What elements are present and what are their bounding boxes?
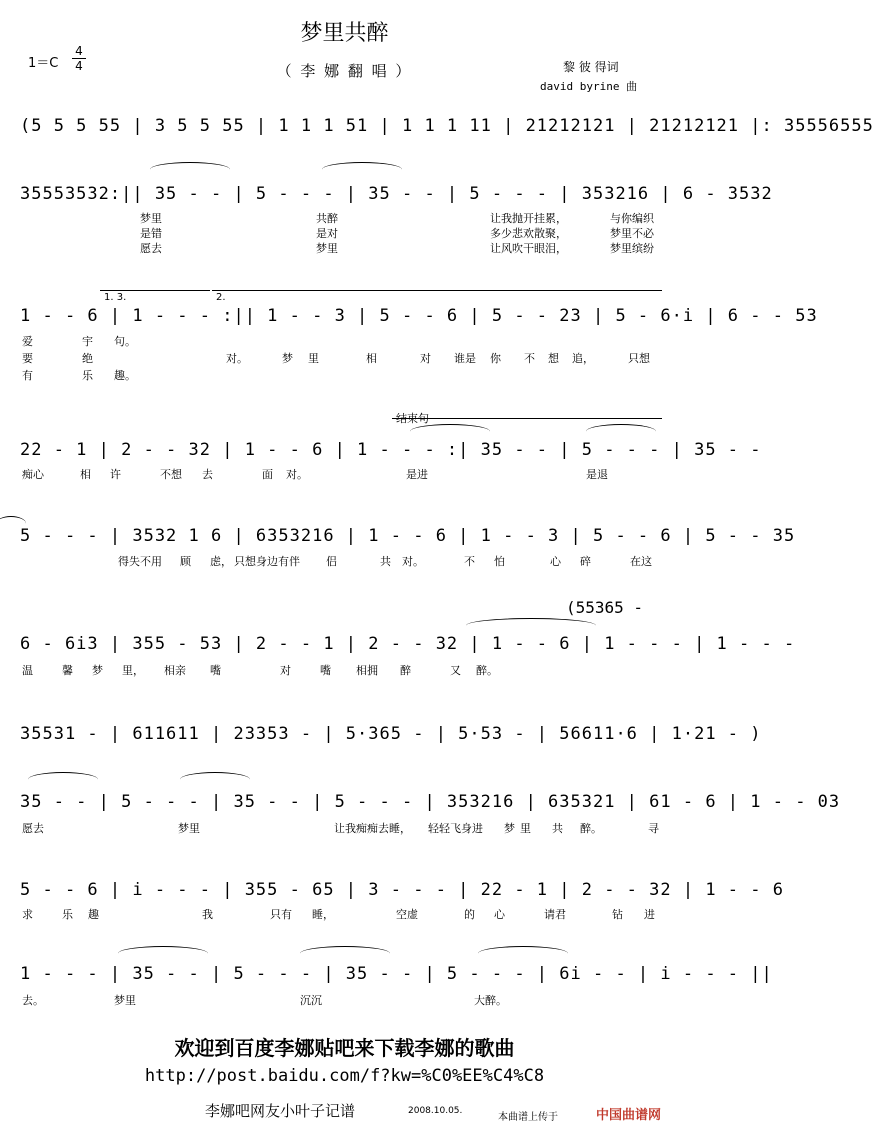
slur (0, 516, 26, 531)
lyric: 醉。 (476, 664, 498, 677)
lyric: 去 (202, 468, 213, 481)
lyric: 只想 (628, 352, 650, 365)
lyric: 相拥 (356, 664, 378, 677)
lyric: 请君 (544, 908, 566, 921)
lyric: 痴心 (22, 468, 44, 481)
welcome-banner: 欢迎到百度李娜贴吧来下载李娜的歌曲 (174, 1036, 515, 1060)
tieba-link[interactable]: http://post.baidu.com/f?kw=%C0%EE%C4%C8 (144, 1066, 545, 1086)
lyric: 馨 (62, 664, 73, 677)
lyric: 求 (22, 908, 33, 921)
lyric: 得失不用 (118, 555, 162, 568)
lyric: 心 (550, 555, 561, 568)
lyric: 梦里 (114, 994, 136, 1007)
lyric: 爱 (22, 335, 33, 348)
lyric: 谁是 (454, 352, 476, 365)
slur (150, 162, 230, 177)
lyric: 梦里 (316, 242, 338, 255)
lyric: 趣 (88, 908, 99, 921)
lyric: 梦里 (178, 822, 200, 835)
lyric: 多少悲欢散聚， (490, 227, 567, 240)
lyric: 想 (548, 352, 559, 365)
slur (466, 618, 596, 633)
lyric: 不 (464, 555, 475, 568)
lyric: 与你编织 (610, 212, 654, 225)
volta-1: 1. 3. (104, 292, 127, 303)
lyric: 梦 (92, 664, 103, 677)
notator-credit: 李娜吧网友小叶子记谱 (205, 1102, 356, 1120)
lyric: 碎 (580, 555, 591, 568)
lyric: 让我痴痴去睡， (334, 822, 411, 835)
lyric: 共 (380, 555, 391, 568)
volta-bracket-2 (212, 290, 662, 291)
lyric: 让我抛开挂累， (490, 212, 567, 225)
lyric: 只有 (270, 908, 292, 921)
lyric: 乐 (62, 908, 73, 921)
lyric: 沉沉 (300, 994, 322, 1007)
score-row-10: 1 - - - | 35 - - | 5 - - - | 35 - - | 5 - - - | 6i - - | i - - - || (20, 964, 773, 984)
lyric: 是退 (586, 468, 608, 481)
lyric: 对 (280, 664, 291, 677)
lyric: 不想 (160, 468, 182, 481)
meter-top: 4 (75, 44, 83, 58)
slur (118, 946, 208, 961)
slur (322, 162, 402, 177)
lyric: 虑， (210, 555, 232, 568)
score-row-9: 5 - - 6 | i - - - | 355 - 65 | 3 - - - | 22 - 1 | 2 - - 32 | 1 - - 6 (20, 880, 784, 900)
lyric: 温 (22, 664, 33, 677)
lyric: 对。 (226, 352, 248, 365)
lyric: 趣。 (114, 369, 136, 382)
meter-bottom: 4 (72, 58, 86, 73)
lyric: 相亲 (164, 664, 186, 677)
score-row-5: 5 - - - | 3532 1 6 | 6353216 | 1 - - 6 | 1 - - 3 | 5 - - 6 | 5 - - 35 (20, 526, 796, 546)
lyric: 钻 (612, 908, 623, 921)
time-signature (72, 44, 86, 73)
slur (300, 946, 390, 961)
lyric: 句。 (114, 335, 136, 348)
lyric: 在这 (630, 555, 652, 568)
lyric: 里， (122, 664, 144, 677)
lyric: 睡， (312, 908, 334, 921)
lyric: 梦里不必 (610, 227, 654, 240)
lyric: 有 (22, 369, 33, 382)
song-subtitle: （ 李 娜 翻 唱 ） (276, 62, 413, 80)
lyric: 去。 (22, 994, 44, 1007)
composer-credit: david byrine 曲 (540, 80, 638, 93)
lyric: 大醉。 (474, 994, 507, 1007)
lyric: 嘴 (320, 664, 331, 677)
lyric: 乐 (82, 369, 93, 382)
site-logo-text[interactable]: 中国曲谱网 (596, 1108, 662, 1123)
lyric: 寻 (648, 822, 659, 835)
lyric: 共 (552, 822, 563, 835)
uploaded-label: 本曲谱上传于 (498, 1112, 558, 1123)
lyric: 里 (308, 352, 319, 365)
score-row-7: 35531 - | 611611 | 23353 - | 5·365 - | 5·53 - | 56611·6 | 1·21 - ) (20, 724, 762, 744)
score-row-2: 35553532:|| 35 - - | 5 - - - | 35 - - | 5 - - - | 353216 | 6 - 3532 (20, 184, 773, 204)
ending-tag: 结束句 (396, 412, 429, 425)
lyric: 梦 (504, 822, 515, 835)
lyric: 许 (110, 468, 121, 481)
lyric: 心 (494, 908, 505, 921)
volta-2: 2. (216, 292, 226, 303)
score-row-6: 6 - 6i3 | 355 - 53 | 2 - - 1 | 2 - - 32 | 1 - - 6 | 1 - - - | 1 - - - (20, 634, 796, 654)
lyric: 梦里缤纷 (610, 242, 654, 255)
lyric: 空虚 (396, 908, 418, 921)
lyric: 追， (572, 352, 594, 365)
lyric: 相 (80, 468, 91, 481)
lyric: 相 (366, 352, 377, 365)
lyric: 又 (450, 664, 461, 677)
lyric: 侣 (326, 555, 337, 568)
lyric: 对。 (402, 555, 424, 568)
intro-tag: (55365 - (566, 598, 644, 617)
slur (586, 424, 656, 439)
lyric: 面 (262, 468, 273, 481)
slur (180, 772, 250, 787)
notation-date: 2008.10.05. (408, 1106, 463, 1116)
score-row-3: 1 - - 6 | 1 - - - :|| 1 - - 3 | 5 - - 6 | 5 - - 23 | 5 - 6·i | 6 - - 53 (20, 306, 818, 326)
lyric: 共醉 (316, 212, 338, 225)
lyric: 宇 (82, 335, 93, 348)
lyric: 我 (202, 908, 213, 921)
key-signature: 1＝C (28, 56, 59, 71)
lyric: 梦 (282, 352, 293, 365)
lyric: 轻轻飞身进 (428, 822, 483, 835)
lyric: 愿去 (22, 822, 44, 835)
lyric: 你 (490, 352, 501, 365)
lyric: 嘴 (210, 664, 221, 677)
lyric: 愿去 (140, 242, 162, 255)
lyric: 只想身边有伴 (234, 555, 300, 568)
lyric: 对 (420, 352, 431, 365)
lyric: 梦里 (140, 212, 162, 225)
slur (478, 946, 568, 961)
lyric: 顾 (180, 555, 191, 568)
lyric: 醉。 (580, 822, 602, 835)
slur (28, 772, 98, 787)
lyric: 要 (22, 352, 33, 365)
lyricist-credit: 黎 彼 得词 (563, 60, 619, 74)
volta-bracket-1 (100, 290, 210, 291)
lyric: 怕 (494, 555, 505, 568)
lyric: 对。 (286, 468, 308, 481)
lyric: 让风吹干眼泪， (490, 242, 567, 255)
lyric: 的 (464, 908, 475, 921)
lyric: 绝 (82, 352, 93, 365)
lyric: 醉 (400, 664, 411, 677)
ending-bracket (392, 418, 662, 419)
lyric: 是进 (406, 468, 428, 481)
lyric: 不 (524, 352, 535, 365)
lyric: 进 (644, 908, 655, 921)
slur (410, 424, 490, 439)
score-row-1: (5 5 5 55 | 3 5 5 55 | 1 1 1 51 | 1 1 1 11 | 21212121 | 21212121 |: 35556555 (20, 116, 874, 136)
lyric: 是错 (140, 227, 162, 240)
score-row-8: 35 - - | 5 - - - | 35 - - | 5 - - - | 353216 | 635321 | 61 - 6 | 1 - - 03 (20, 792, 841, 812)
score-row-4: 22 - 1 | 2 - - 32 | 1 - - 6 | 1 - - - :| 35 - - | 5 - - - | 35 - - (20, 440, 762, 460)
lyric: 里 (520, 822, 531, 835)
lyric: 是对 (316, 227, 338, 240)
song-title: 梦里共醉 (300, 21, 389, 46)
